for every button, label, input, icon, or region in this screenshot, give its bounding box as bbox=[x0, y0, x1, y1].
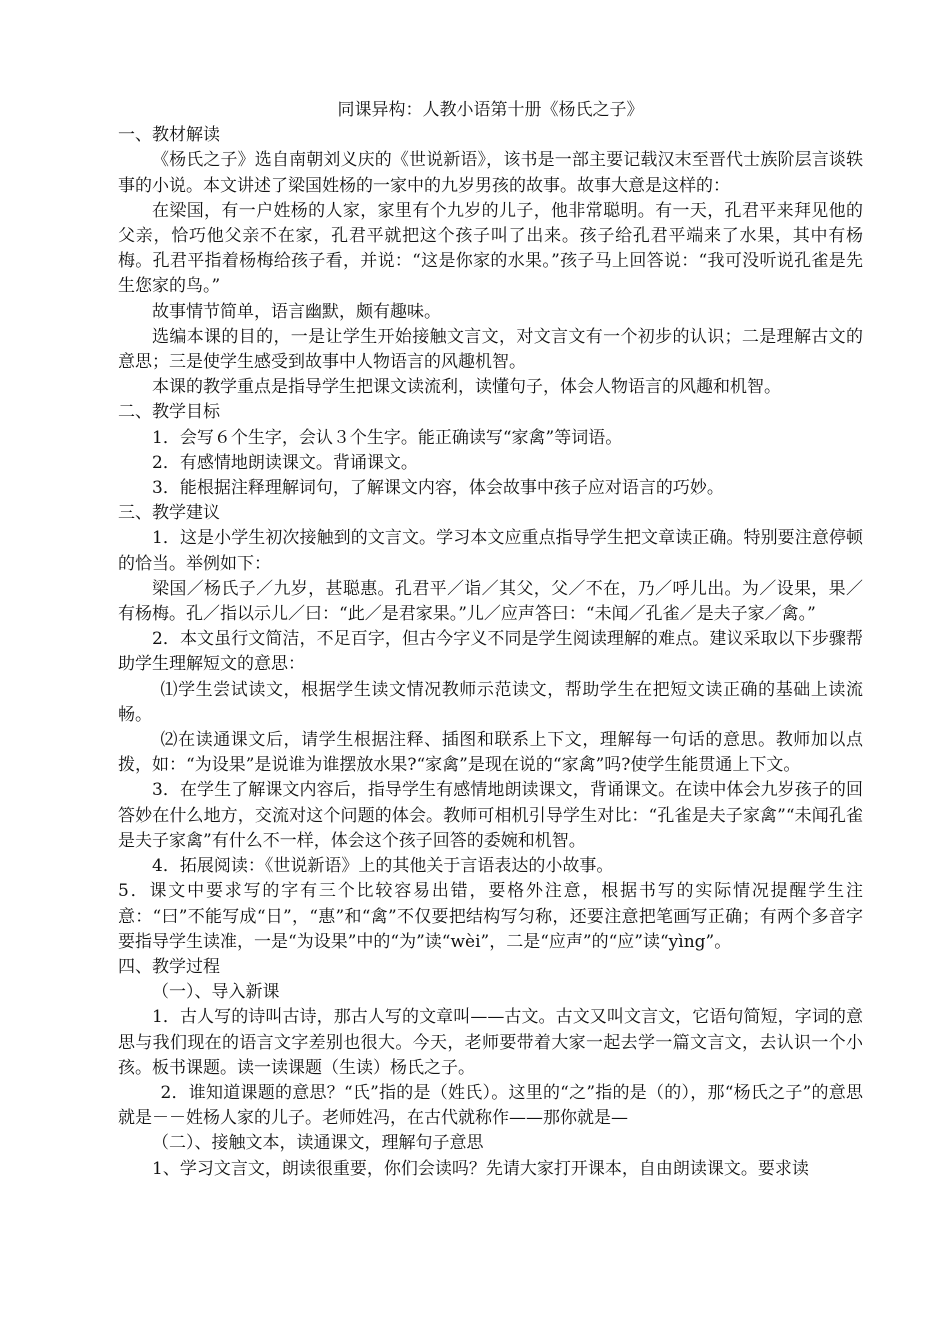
paragraph: ⑵在读通课文后，请学生根据注释、插图和联系上下文，理解每一句话的意思。教师加以点拨，如：“为设果”是说谁为谁摆放水果?“家禽”是现在说的“家禽”吗?使学生能贯通上下文。 bbox=[118, 730, 863, 776]
paragraph: 1．古人写的诗叫古诗，那古人写的文章叫——古文。古文又叫文言文，它语句简短，字词的意思与我们现在的语言文字差别也很大。今天，老师要带着大家一起去学一篇文言文，去认识一个小孩。板书课题。读一读课题（生读）杨氏之子。 bbox=[118, 1007, 863, 1078]
paragraph: ⑴学生尝试读文，根据学生读文情况教师示范读文，帮助学生在把短文读正确的基础上读流畅。 bbox=[118, 679, 863, 725]
paragraph: 2．本文虽行文简洁，不足百字，但古今字义不同是学生阅读理解的难点。建议采取以下步骤帮助学生理解短文的意思： bbox=[118, 629, 863, 675]
document-title: 同课异构：人教小语第十册《杨氏之子》 bbox=[337, 100, 644, 120]
section-heading: 四、教学过程 bbox=[118, 956, 220, 977]
paragraph: 《杨氏之子》选自南朝刘义庆的《世说新语》，该书是一部主要记载汉末至晋代士族阶层言谈轶事的小说。本文讲述了梁国姓杨的一家中的九岁男孩的故事。故事大意是这样的： bbox=[118, 150, 863, 196]
paragraph: 在梁国，有一户姓杨的人家，家里有个九岁的儿子，他非常聪明。有一天，孔君平来拜见他的父亲，恰巧他父亲不在家，孔君平就把这个孩子叫了出来。孩子给孔君平端来了水果，其中有杨梅。孔君平指着杨梅给孩子看，并说：“这是你家的水果。”孩子马上回答说：“我可没听说孔雀是先生您家的鸟。” bbox=[118, 200, 863, 297]
paragraph: 2．谁知道课题的意思？“氏”指的是（姓氏）。这里的“之”指的是（的），那“杨氏之子”的意思就是－－姓杨人家的儿子。老师姓冯，在古代就称作——那你就是— bbox=[118, 1082, 863, 1129]
paragraph: 3．能根据注释理解词句，了解课文内容，体会故事中孩子应对语言的巧妙。 bbox=[152, 478, 724, 499]
paragraph: 梁国／杨氏子／九岁，甚聪惠。孔君平／诣／其父，父／不在，乃／呼儿出。为／设果，果／有杨梅。孔／指以示儿／曰：“此／是君家果。”儿／应声答曰：“未闻／孔雀／是夫子家／禽。” bbox=[118, 578, 863, 625]
paragraph: 1．这是小学生初次接触到的文言文。学习本文应重点指导学生把文章读正确。特别要注意停顿的恰当。举例如下： bbox=[118, 528, 863, 574]
paragraph: （二）、接触文本，读通课文，理解句子意思 bbox=[152, 1133, 484, 1154]
paragraph: 4．拓展阅读：《世说新语》上的其他关于言语表达的小故事。 bbox=[152, 856, 614, 877]
paragraph: 1．会写６个生字，会认３个生字。能正确读写“家禽”等词语。 bbox=[152, 427, 623, 448]
paragraph: 3．在学生了解课文内容后，指导学生有感情地朗读课文，背诵课文。在读中体会九岁孩子的回答妙在什么地方，交流对这个问题的体会。教师可相机引导学生对比：“孔雀是夫子家禽”“未闻孔雀是夫子家禽”有什么不一样，体会这个孩子回答的委婉和机智。 bbox=[118, 780, 863, 851]
paragraph: 2．有感情地朗读课文。背诵课文。 bbox=[152, 452, 418, 473]
paragraph: 故事情节简单，语言幽默，颇有趣味。 bbox=[152, 301, 441, 322]
paragraph: 5．课文中要求写的字有三个比较容易出错，要格外注意，根据书写的实际情况提醒学生注意：“曰”不能写成“日”，“惠”和“禽”不仅要把结构写匀称，还要注意把笔画写正确；有两个多音字要指导学生读准，一是“为设果”中的“为”读“wèi”，二是“应声”的“应”读“yìng”。 bbox=[118, 881, 863, 952]
document-page bbox=[118, 98, 863, 1182]
section-heading: 三、教学建议 bbox=[118, 503, 220, 524]
paragraph: 本课的教学重点是指导学生把课文读流利，读懂句子，体会人物语言的风趣和机智。 bbox=[152, 377, 781, 398]
paragraph: （一）、导入新课 bbox=[152, 982, 280, 1003]
section-heading: 一、教材解读 bbox=[118, 125, 220, 146]
paragraph: 选编本课的目的，一是让学生开始接触文言文，对文言文有一个初步的认识；二是理解古文的意思；三是使学生感受到故事中人物语言的风趣机智。 bbox=[118, 326, 863, 373]
section-heading: 二、教学目标 bbox=[118, 402, 220, 423]
document-body bbox=[118, 123, 863, 1182]
paragraph: 1、学习文言文，朗读很重要，你们会读吗？先请大家打开课本，自由朗读课文。要求读 bbox=[152, 1158, 809, 1179]
